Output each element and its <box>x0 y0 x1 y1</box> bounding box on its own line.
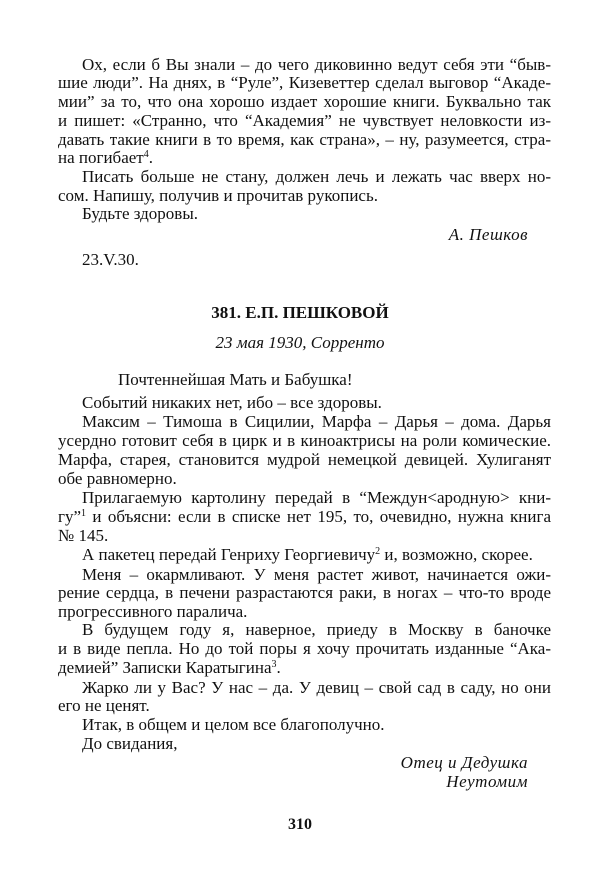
text-segment: Будьте здоровы. <box>82 204 199 223</box>
text-segment: Прилагаемую картолину передай в “Междун<ародную> кни- <box>82 488 551 507</box>
text-line <box>58 469 551 489</box>
text-segment: Итак, в общем и целом все благополучно. <box>82 715 385 734</box>
text-segment: Ох, если б Вы знали – до чего диковинно ведут себя эти “быв- <box>82 55 551 74</box>
text-segment: и, возможно, скорее. <box>380 545 533 564</box>
letter-1-signature: А. Пешков <box>448 225 528 244</box>
text-segment: В будущем году я, наверное, приеду в Москву в баночке <box>82 620 551 639</box>
text-line <box>82 393 551 413</box>
letter-greeting: Почтеннейшая Мать и Бабушка! <box>118 370 353 389</box>
text-segment: и пишет: «Странно, что “Академия” не чувствует неловкости из- <box>58 111 551 130</box>
text-segment: № 145. <box>58 526 109 545</box>
text-segment: мии” за то, что она хорошо издает хорошие книги. Буквально так <box>58 92 551 111</box>
text-line <box>82 55 551 75</box>
text-line <box>58 696 551 716</box>
letter-heading: 381. Е.П. ПЕШКОВОЙ <box>211 303 389 322</box>
text-segment: Меня – окармливают. У меня растет живот, начинается ожи- <box>82 565 551 584</box>
text-line <box>58 583 551 603</box>
text-segment: . <box>276 658 281 677</box>
footnote-mark: 2 <box>375 546 381 557</box>
text-line <box>58 431 551 451</box>
text-line <box>82 678 551 698</box>
footnote-mark: 4 <box>143 149 149 160</box>
text-line <box>82 545 551 565</box>
text-line <box>82 204 551 224</box>
letter-1-date: 23.V.30. <box>82 250 139 269</box>
text-line <box>58 450 551 470</box>
text-segment: Писать больше не стану, должен лечь и лежать час вверх но- <box>82 167 551 186</box>
text-segment: усердно готовит себя в цирк и в киноактрисы на роли комические. <box>58 431 551 450</box>
text-segment: и объясни: если в списке нет 195, то, очевидно, нужна книга <box>86 507 551 526</box>
text-line <box>82 565 551 585</box>
text-segment: сом. Напишу, получив и прочитав рукопись. <box>58 186 378 205</box>
text-segment: шие люди”. На днях, в “Руле”, Кизеветтер сделал выговор “Акаде- <box>58 73 551 92</box>
text-line <box>58 73 551 93</box>
text-segment: и в виде пепла. Но до той поры я хочу прочитать изданные “Ака- <box>58 639 551 658</box>
text-segment: демией” Записки Каратыгина <box>58 658 272 677</box>
text-line <box>82 412 551 432</box>
footnote-mark: 1 <box>81 508 87 519</box>
text-line <box>58 186 551 206</box>
text-line <box>58 507 551 527</box>
text-segment: А пакетец передай Генриху Георгиевичу <box>82 545 376 564</box>
text-segment: давать такие книги в то время, как страна», – ну, разумеется, стра- <box>58 130 551 149</box>
text-line <box>58 526 551 546</box>
text-segment: его не ценят. <box>58 696 150 715</box>
footnote-mark: 3 <box>271 659 277 670</box>
letter-2-signature-line-2: Неутомим <box>446 772 528 791</box>
text-segment: рение сердца, в печени разрастаются раки, в ногах – что-то вроде <box>58 583 551 602</box>
letter-2-signature-line-1: Отец и Дедушка <box>400 753 528 772</box>
text-segment: Жарко ли у Вас? У нас – да. У девиц – свой сад в саду, но они <box>82 678 551 697</box>
text-segment: обе равномерно. <box>58 469 177 488</box>
text-line <box>58 658 551 678</box>
text-segment: До свидания, <box>82 734 178 753</box>
text-segment: Максим – Тимоша в Сицилии, Марфа – Дарья – дома. Дарья <box>82 412 551 431</box>
text-line <box>82 715 551 735</box>
text-line <box>58 111 551 131</box>
text-segment: Марфа, старея, становится мудрой немецкой девицей. Хулиганят <box>58 450 551 469</box>
text-line <box>82 620 551 640</box>
text-line <box>58 130 551 150</box>
text-segment: гу” <box>58 507 82 526</box>
text-segment: Событий никаких нет, ибо – все здоровы. <box>82 393 382 412</box>
text-line <box>58 148 551 168</box>
text-line <box>58 602 551 622</box>
text-segment: . <box>148 148 153 167</box>
text-segment: прогрессивного паралича. <box>58 602 248 621</box>
text-line <box>58 639 551 659</box>
letter-place-date: 23 мая 1930, Сорренто <box>215 333 385 352</box>
text-segment: на погибает <box>58 148 144 167</box>
text-line <box>82 488 551 508</box>
text-line <box>58 92 551 112</box>
page-number: 310 <box>288 816 312 833</box>
text-line <box>82 734 551 754</box>
text-line <box>82 167 551 187</box>
